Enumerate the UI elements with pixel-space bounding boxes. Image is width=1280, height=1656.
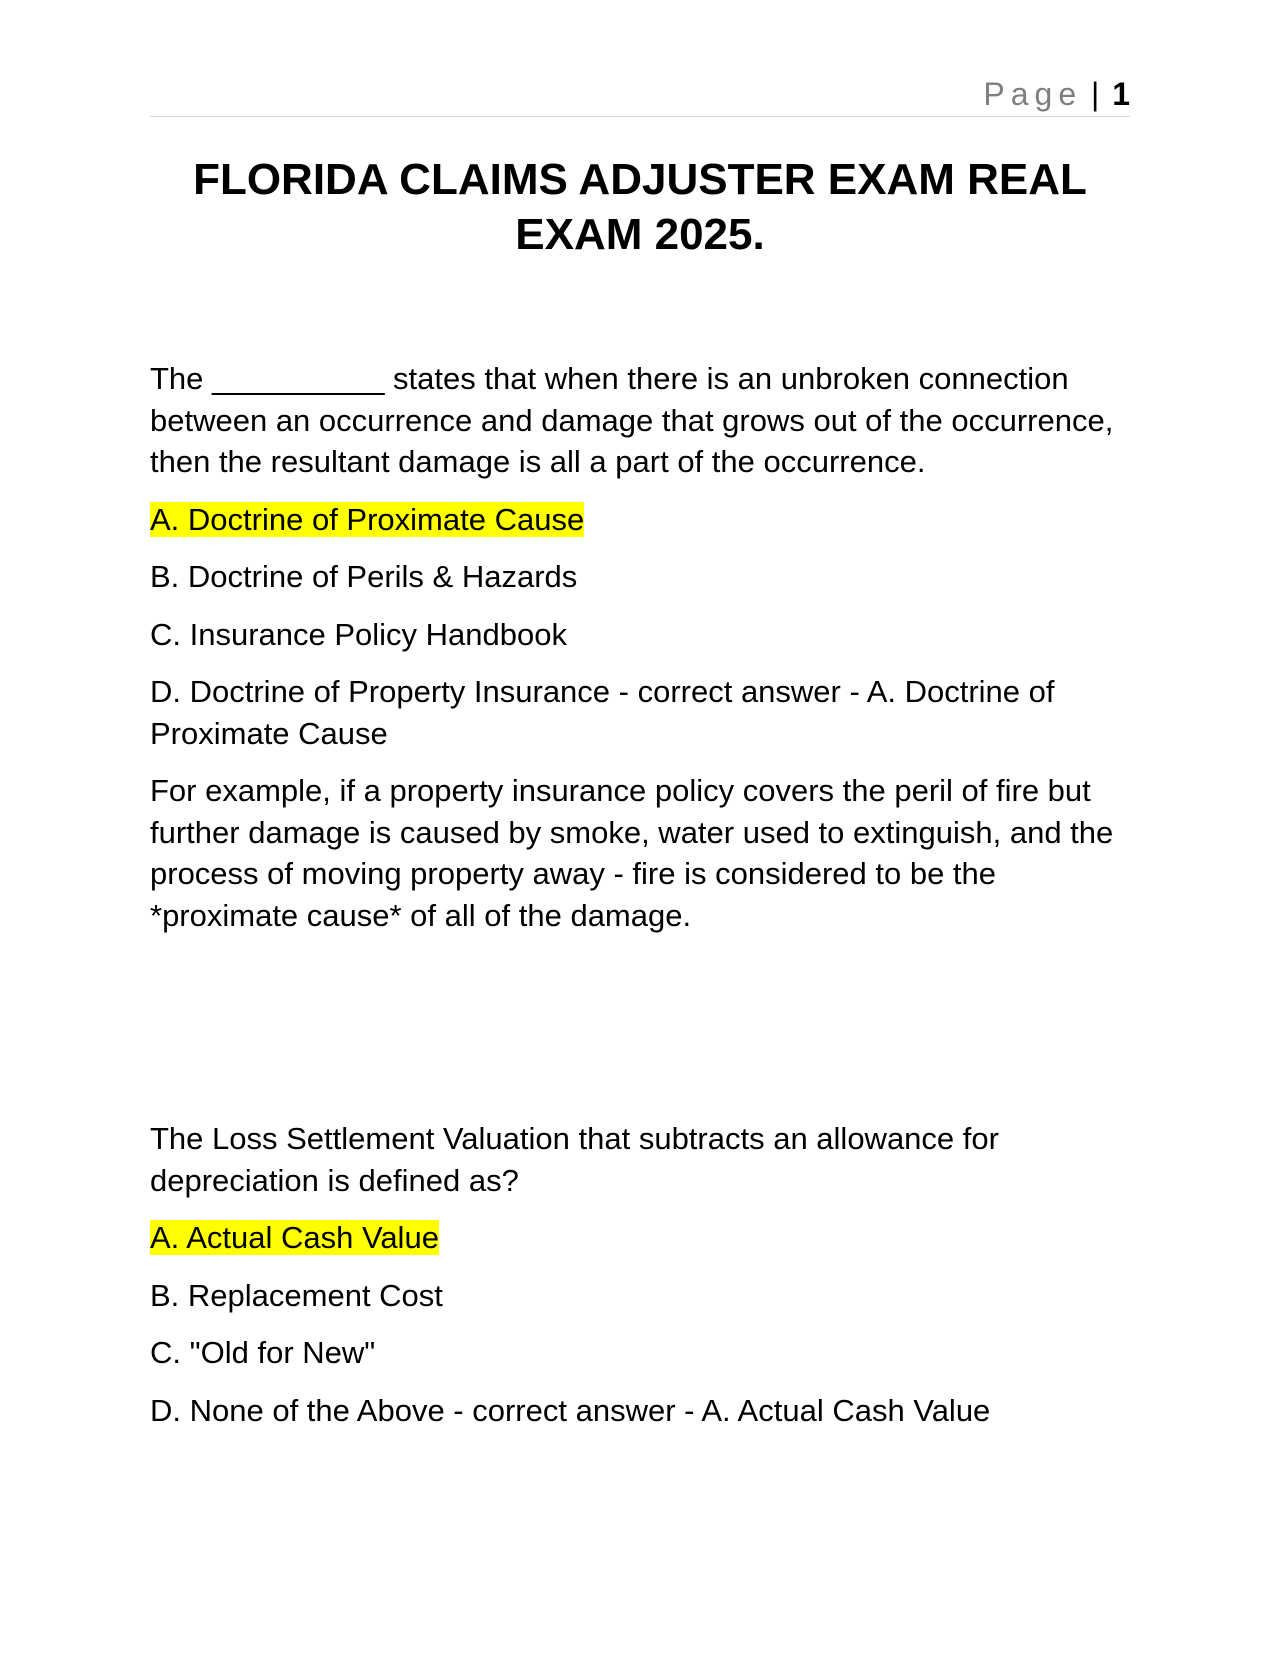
answer-option-c: C. "Old for New" [150, 1335, 376, 1370]
answer-option-c: C. Insurance Policy Handbook [150, 616, 568, 652]
page-number-label [983, 76, 1130, 112]
document-title: FLORIDA CLAIMS ADJUSTER EXAM REAL EXAM 2025. [193, 155, 1087, 259]
question-1 [150, 358, 1140, 936]
page-label: Page [983, 76, 1083, 112]
answer-option-a [150, 1217, 1140, 1259]
highlighted-answer: A. Doctrine of Proximate Cause [150, 501, 585, 537]
answer-explanation: For example, if a property insurance policy covers the peril of fire but further damage is caused by smoke, water used to extinguish, and the process of moving property away - fire is considered to be the *proximate cause* of all of the damage. [150, 773, 1114, 933]
answer-option-a [150, 499, 1140, 541]
answer-option-b: B. Replacement Cost [150, 1277, 443, 1313]
answer-option-d: D. Doctrine of Property Insurance - correct answer - A. Doctrine of Proximate Cause [150, 674, 1055, 751]
page-separator: | [1091, 76, 1100, 112]
page-header [150, 72, 1130, 117]
page-number: 1 [1112, 76, 1130, 112]
question-2 [150, 1118, 1140, 1447]
question-stem: The Loss Settlement Valuation that subtracts an allowance for depreciation is defined as? [150, 1121, 999, 1198]
question-stem: The __________ states that when there is an unbroken connection between an occurrence and damage that grows out of the occurrence, then the resultant damage is all a part of the occurrence. [150, 361, 1114, 479]
answer-option-b: B. Doctrine of Perils & Hazards [150, 559, 578, 594]
highlighted-answer: A. Actual Cash Value [150, 1220, 439, 1255]
answer-option-d: D. None of the Above - correct answer - A. Actual Cash Value [150, 1392, 991, 1428]
